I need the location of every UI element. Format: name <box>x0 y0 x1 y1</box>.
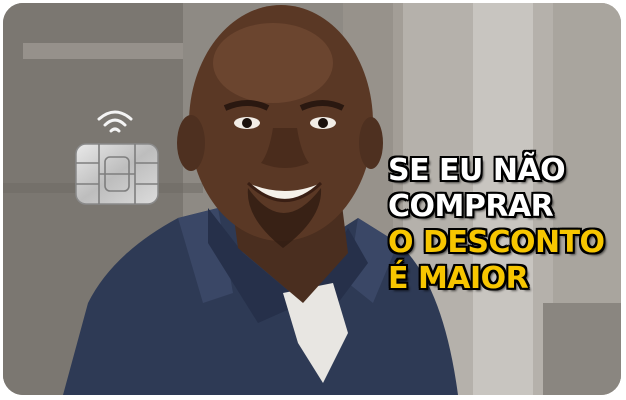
credit-card-meme <box>3 3 621 395</box>
caption-line-1: SE EU NÃO <box>388 153 566 188</box>
caption-line-3: O DESCONTO <box>388 225 605 260</box>
meme-caption <box>388 153 605 297</box>
contactless-icon <box>95 107 135 137</box>
caption-line-2: COMPRAR <box>388 189 554 224</box>
emv-chip-icon <box>75 143 159 205</box>
caption-line-4: É MAIOR <box>388 261 529 296</box>
